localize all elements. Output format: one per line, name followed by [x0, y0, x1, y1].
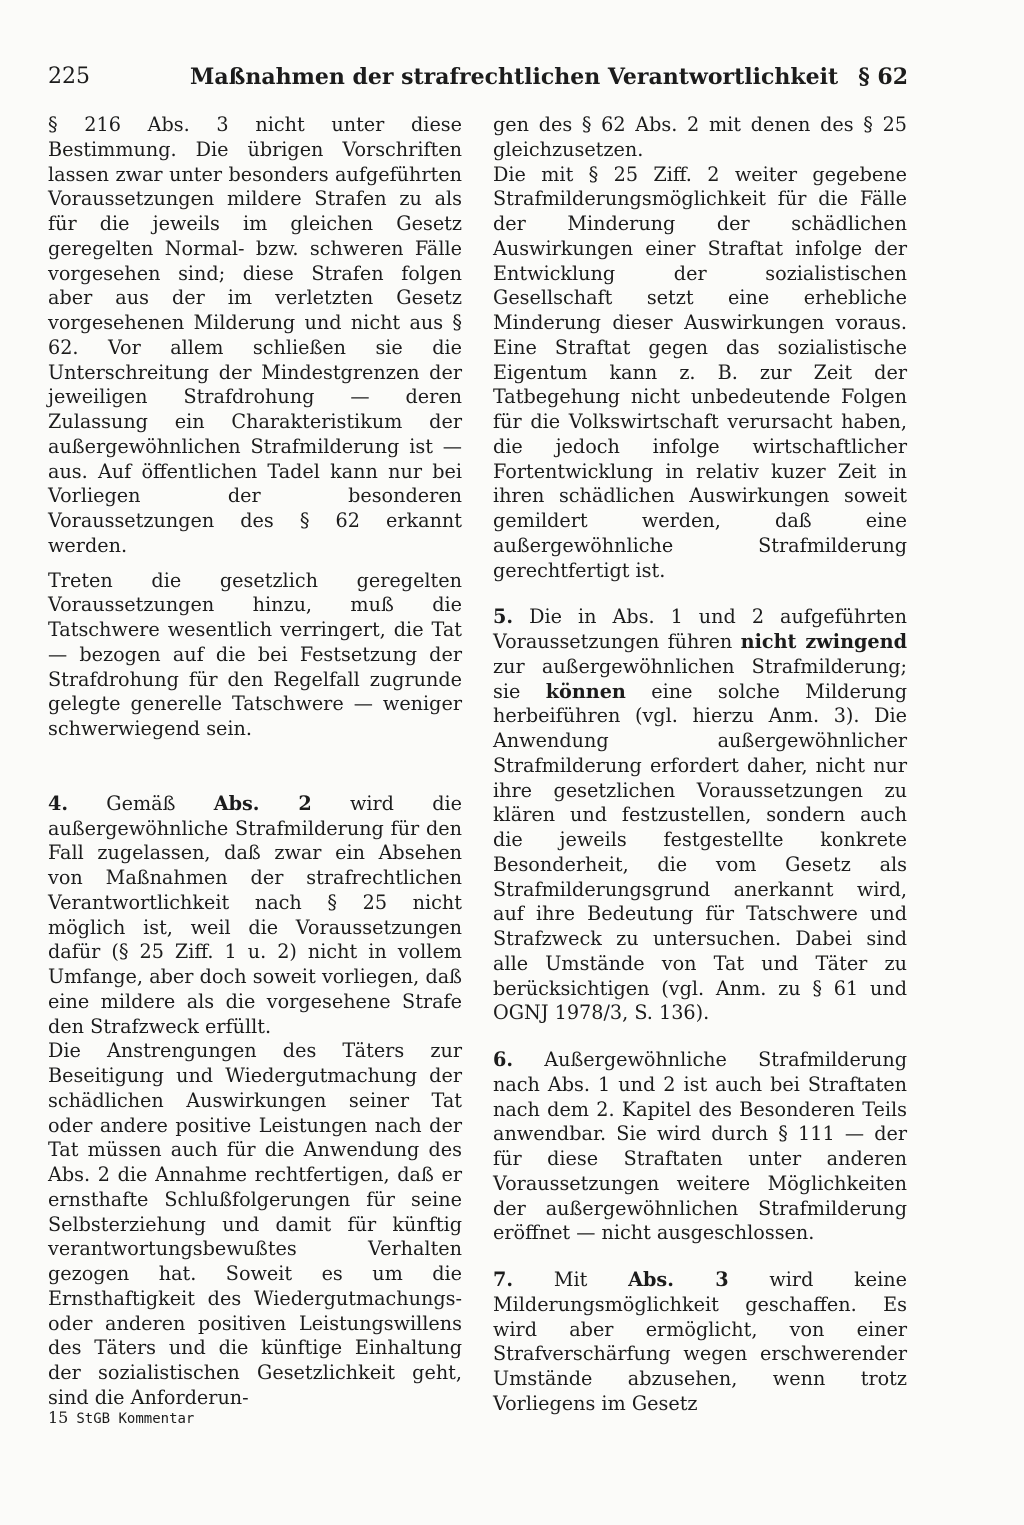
- bold-emphasis: können: [545, 679, 626, 703]
- paragraph-text: wird keine Milderungsmöglichkeit geschaffen. Es wird aber ermöglicht, von einer Strafverschärfung wegen erschwerender Umstände abzusehen, wenn trotz Vorliegens im Gesetz: [493, 1268, 907, 1415]
- bold-emphasis: nicht zwingend: [740, 630, 908, 653]
- numbered-paragraph: [48, 792, 462, 1040]
- paragraph-text: Außergewöhnliche Strafmilderung nach Abs. 1 und 2 ist auch bei Straftaten nach dem 2. Kapitel des Besonderen Teils anwendbar. Sie wird durch § 111 — der für diese Straftaten unter anderen Voraussetzungen weitere Möglichkeiten der außergewöhnlichen Strafmilderung eröffnet — nicht ausgeschlossen.: [493, 1048, 907, 1245]
- paragraph-text: zur außergewöhnlichen Strafmilderung; sie: [493, 654, 907, 703]
- numbered-paragraph: [493, 1268, 907, 1417]
- running-header: [48, 62, 908, 98]
- right-column: [493, 113, 907, 1417]
- running-title: Maßnahmen der strafrechtlichen Verantwortlichkeit: [190, 64, 839, 90]
- book-signature: StGB Kommentar: [76, 1411, 195, 1427]
- paragraph-text: eine solche Milderung herbeiführen (vgl. hierzu Anm. 3). Die Anwendung außergewöhnlicher Strafmilderung erfordert daher, nicht nur ihre gesetzlichen Voraussetzungen zu klären und festzustellen, sondern auch die jeweils festgestellte konkrete Besonderheit, die vom Gesetz als Strafmilderungsgrund anerkannt wird, auf ihre Bedeutung für Tatschwere und Strafzweck zu untersuchen. Dabei sind alle Umstände von Tat und Täter zu berücksichtigen (vgl. Anm. zu § 61 und OGNJ 1978/3, S. 136).: [493, 679, 907, 1025]
- paragraph: Die Anstrengungen des Täters zur Beseitigung und Wiedergutmachung der schädlichen Auswirkungen seiner Tat oder andere positive Leistungen nach der Tat müssen auch für die Anwendung des Abs. 2 die Annahme rechtfertigen, daß er ernsthafte Schlußfolgerungen für seine Selbsterziehung und damit für künftig verantwortungsbewußtes Verhalten gezogen hat. Soweit es um die Ernsthaftigkeit des Wiedergutmachungs- oder anderen positiven Leistungswillens des Täters und die künftige Einhaltung der sozialistischen Gesetzlichkeit geht, sind die Anforderun-: [48, 1039, 462, 1409]
- paragraph-number: 6.: [493, 1048, 514, 1071]
- paragraph: § 216 Abs. 3 nicht unter diese Bestimmung. Die übrigen Vorschriften lassen zwar unter besonders aufgeführten Voraussetzungen mildere Strafen zu als für die jeweils im gleichen Gesetz geregelten Normal- bzw. schweren Fälle vorgesehen sind; diese Strafen folgen aber aus der im verletzten Gesetz vorgesehenen Milderung und nicht aus § 62. Vor allem schließen sie die Unterschreitung der Mindestgrenzen der jeweiligen Strafdrohung — deren Zulassung ein Charakteristikum der außergewöhnlichen Strafmilderung ist — aus. Auf öffentlichen Tadel kann nur bei Vorliegen der besonderen Voraussetzungen des § 62 erkannt werden.: [48, 113, 462, 557]
- bold-reference: Abs. 2: [213, 791, 312, 815]
- paragraph-number: 5.: [493, 605, 514, 629]
- paragraph-text: Die in Abs. 1 und 2 aufgeführten Voraussetzungen führen: [493, 605, 907, 653]
- numbered-paragraph: [493, 1048, 907, 1246]
- footer-signature: [48, 1407, 194, 1430]
- bold-reference: Abs. 3: [628, 1268, 729, 1291]
- paragraph-text: wird die außergewöhnliche Strafmilderung für den Fall zugelassen, daß zwar ein Absehen von Maßnahmen der strafrechtlichen Verantwortlichkeit nach § 25 nicht möglich ist, weil die Voraussetzungen dafür (§ 25 Ziff. 1 u. 2) nicht in vollem Umfange, aber doch soweit vorliegen, daß eine mildere als die vorgesehene Strafe den Strafzweck erfüllt.: [48, 791, 462, 1038]
- page-number: 225: [48, 64, 90, 89]
- numbered-paragraph: [493, 605, 907, 1026]
- left-column: [48, 113, 462, 1411]
- paragraph: Treten die gesetzlich geregelten Voraussetzungen hinzu, muß die Tatschwere wesentlich verringert, die Tat — bezogen auf die bei Festsetzung der Strafdrohung für den Regelfall zugrunde gelegte generelle Tatschwere — weniger schwerwiegend sein.: [48, 568, 462, 740]
- paragraph-text: Mit: [553, 1268, 588, 1291]
- sheet-number: 15: [48, 1408, 69, 1427]
- paragraph: Die mit § 25 Ziff. 2 weiter gegebene Strafmilderungsmöglichkeit für die Fälle der Minderung der schädlichen Auswirkungen einer Straftat infolge der Entwicklung der sozialistischen Gesellschaft setzt eine erhebliche Minderung dieser Auswirkungen voraus. Eine Straftat gegen das sozialistische Eigentum kann z. B. zur Zeit der Tatbegehung nicht unbedeutende Folgen für die Volkswirtschaft verursacht haben, die jedoch infolge wirtschaftlicher Fortentwicklung in relativ kuzer Zeit in ihren schädlichen Auswirkungen soweit gemildert werden, daß eine außergewöhnliche Strafmilderung gerechtfertigt ist.: [493, 162, 907, 582]
- paragraph-number: 7.: [493, 1268, 514, 1291]
- section-reference: § 62: [858, 64, 908, 90]
- paragraph: gen des § 62 Abs. 2 mit denen des § 25 gleichzusetzen.: [493, 113, 907, 161]
- paragraph-number: 4.: [48, 791, 69, 815]
- paragraph-text: Gemäß: [106, 791, 176, 815]
